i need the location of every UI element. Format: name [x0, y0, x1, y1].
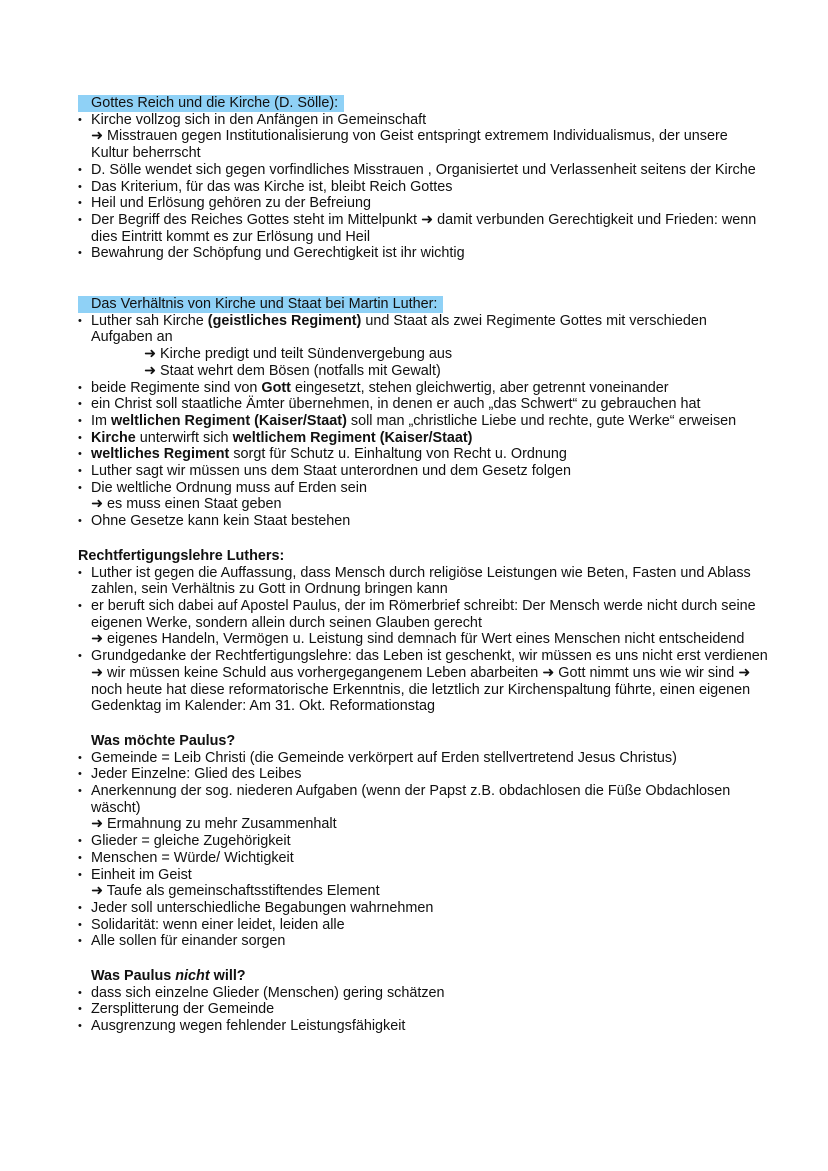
- section-was-paulus-nicht-will: [78, 968, 768, 1035]
- section-kirche-staat: [78, 296, 768, 530]
- list-item: • Jeder soll unterschiedliche Begabungen wahrnehmen: [78, 900, 768, 917]
- list-item: • D. Sölle wendet sich gegen vorfindliches Misstrauen , Organisiertet und Verlassenheit seitens der Kirche: [78, 162, 768, 179]
- list-item: • Anerkennung der sog. niederen Aufgaben (wenn der Papst z.B. obdachlosen die Füße Obdachlosen wäscht) ➜ Ermahnung zu mehr Zusammenhalt: [78, 783, 768, 833]
- list-item: • Das Kriterium, für das was Kirche ist, bleibt Reich Gottes: [78, 179, 768, 196]
- list-item: • Im weltlichen Regiment (Kaiser/Staat) soll man „christliche Liebe und rechte, gute Werke“ erweisen: [78, 413, 768, 430]
- list-item: • Heil und Erlösung gehören zu der Befreiung: [78, 195, 768, 212]
- section-heading: Was Paulus nicht will?: [91, 968, 246, 985]
- list-item: • beide Regimente sind von Gott eingesetzt, stehen gleichwertig, aber getrennt voneinander: [78, 380, 768, 397]
- sub-item: ➜ Kirche predigt und teilt Sündenvergebung aus: [144, 346, 453, 363]
- bullet-list: [78, 750, 768, 950]
- list-item: • Kirche unterwirft sich weltlichem Regiment (Kaiser/Staat): [78, 430, 768, 447]
- list-item: • Grundgedanke der Rechtfertigungslehre: das Leben ist geschenkt, wir müssen es uns nicht erst verdienen ➜ wir müssen keine Schuld aus vorhergegangenem Leben abarbeiten ➜ Gott nimmt uns wie wir sind ➜ noch heute hat diese reformatorische Erkenntnis, die letztlich zur Kirchenspaltung führte, einen eigenen Gedenktag im Kalender: Am 31. Okt. Reformationstag: [78, 648, 768, 715]
- list-item: • Glieder = gleiche Zugehörigkeit: [78, 833, 768, 850]
- list-item: • Kirche vollzog sich in den Anfängen in Gemeinschaft ➜ Misstrauen gegen Institutionalisierung von Geist entspringt extremem Individualismus, der unsere Kultur beherrscht: [78, 112, 768, 162]
- list-item: • Luther sagt wir müssen uns dem Staat unterordnen und dem Gesetz folgen: [78, 463, 768, 480]
- list-item: • dass sich einzelne Glieder (Menschen) gering schätzen: [78, 985, 768, 1002]
- section-heading-highlighted: Das Verhältnis von Kirche und Staat bei Martin Luther:: [78, 296, 768, 313]
- list-item: • ein Christ soll staatliche Ämter übernehmen, in denen er auch „das Schwert“ zu gebrauchen hat: [78, 396, 768, 413]
- list-item: • Luther ist gegen die Auffassung, dass Mensch durch religiöse Leistungen wie Beten, Fasten und Ablass zahlen, sein Verhältnis zu Gott in Ordnung bringen kann: [78, 565, 768, 598]
- section-rechtfertigungslehre: [78, 548, 768, 715]
- sub-item: ➜ Staat wehrt dem Bösen (notfalls mit Gewalt): [144, 362, 441, 379]
- list-item: • Gemeinde = Leib Christi (die Gemeinde verkörpert auf Erden stellvertretend Jesus Christus): [78, 750, 768, 767]
- list-item: • Der Begriff des Reiches Gottes steht im Mittelpunkt ➜ damit verbunden Gerechtigkeit und Frieden: wenn dies Eintritt kommt es zur Erlösung und Heil: [78, 212, 768, 245]
- list-item: • Jeder Einzelne: Glied des Leibes: [78, 766, 768, 783]
- section-heading-highlighted: Gottes Reich und die Kirche (D. Sölle):: [78, 95, 768, 112]
- list-item: • er beruft sich dabei auf Apostel Paulus, der im Römerbrief schreibt: Der Mensch werde nicht durch seine eigenen Werke, sondern allein durch seinen Glauben gerecht ➜ eigenes Handeln, Vermögen u. Leistung sind demnach für Wert eines Menschen nicht entscheidend: [78, 598, 768, 648]
- section-gottes-reich: [78, 95, 768, 262]
- list-item: • Bewahrung der Schöpfung und Gerechtigkeit ist ihr wichtig: [78, 245, 768, 262]
- list-item: • Menschen = Würde/ Wichtigkeit: [78, 850, 768, 867]
- list-item: • Ausgrenzung wegen fehlender Leistungsfähigkeit: [78, 1018, 768, 1035]
- bullet-list: [78, 565, 768, 715]
- list-item: • Luther sah Kirche (geistliches Regiment) und Staat als zwei Regimente Gottes mit verschieden Aufgaben an ➜ Kirche predigt und teilt Sündenvergebung aus ➜ Staat wehrt dem Bösen (notfalls mit Gewalt): [78, 313, 768, 380]
- list-item: • Einheit im Geist ➜ Taufe als gemeinschaftsstiftendes Element: [78, 867, 768, 900]
- list-item: • Die weltliche Ordnung muss auf Erden sein ➜ es muss einen Staat geben: [78, 480, 768, 513]
- bullet-list: [78, 313, 768, 530]
- bullet-list: [78, 112, 768, 262]
- list-item: • Ohne Gesetze kann kein Staat bestehen: [78, 513, 768, 530]
- section-heading: Was möchte Paulus?: [91, 732, 236, 749]
- document-page: [78, 95, 768, 1035]
- list-item: • Alle sollen für einander sorgen: [78, 933, 768, 950]
- section-heading: Rechtfertigungslehre Luthers:: [78, 547, 285, 564]
- list-item: • Solidarität: wenn einer leidet, leiden alle: [78, 917, 768, 934]
- list-item: • weltliches Regiment sorgt für Schutz u. Einhaltung von Recht u. Ordnung: [78, 446, 768, 463]
- bullet-list: [78, 985, 768, 1035]
- section-was-moechte-paulus: [78, 733, 768, 950]
- list-item: • Zersplitterung der Gemeinde: [78, 1001, 768, 1018]
